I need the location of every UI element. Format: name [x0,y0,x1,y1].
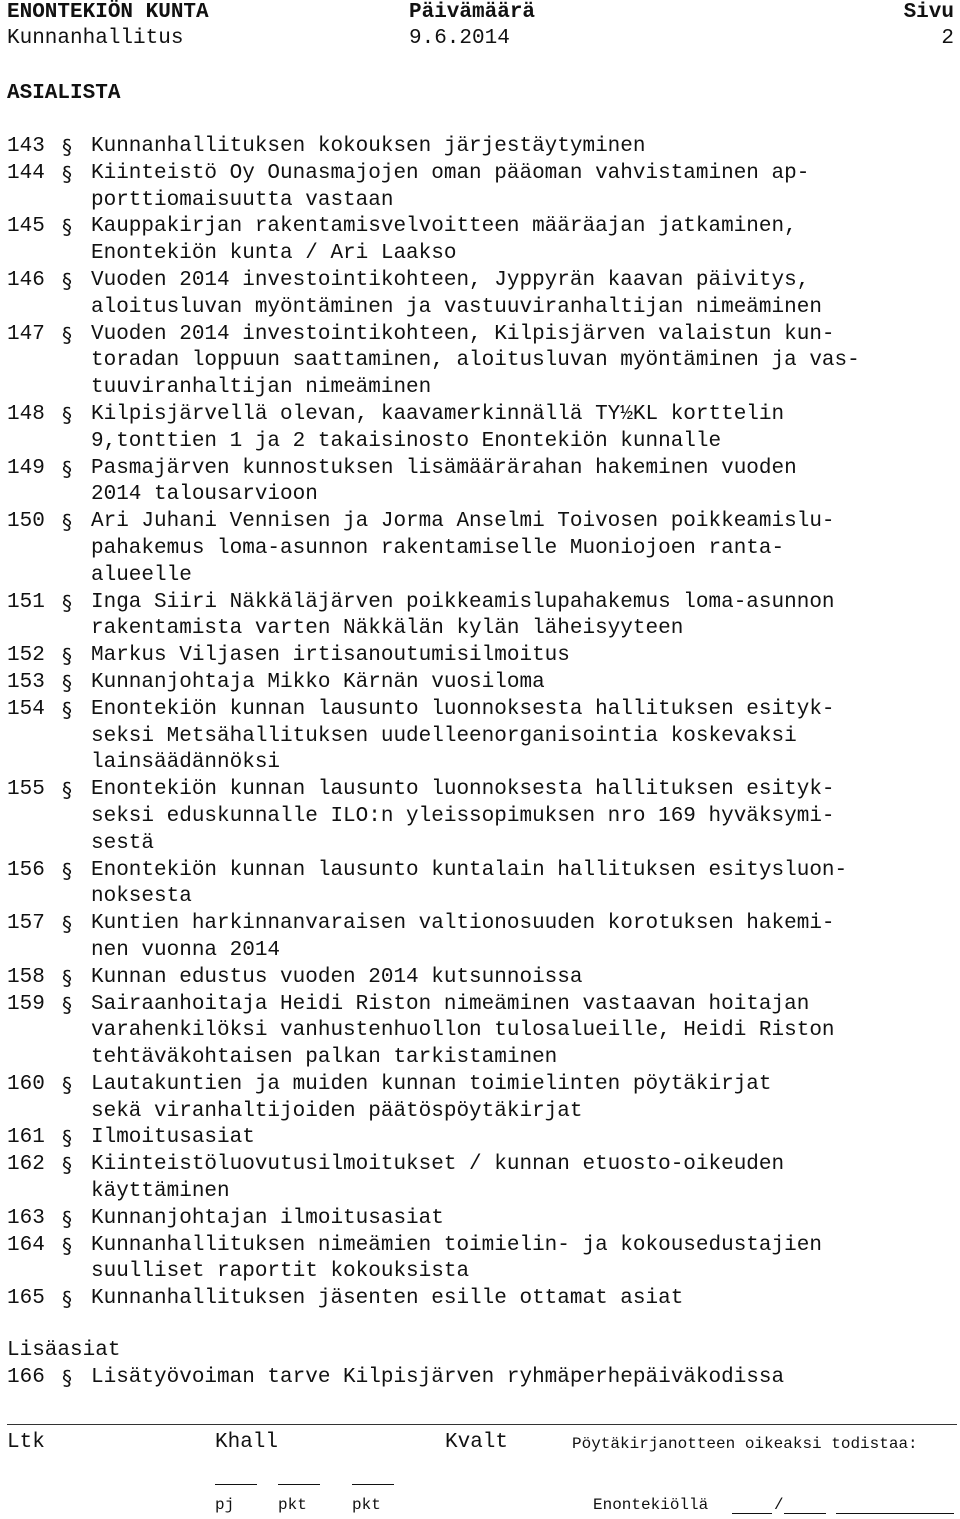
agenda-item-number: 156 [7,858,45,882]
additional-items-title: Lisäasiat [7,1339,121,1362]
section-sign-icon: § [62,510,72,535]
agenda-item-number: 144 [7,161,45,185]
agenda-item-title: Enontekiön kunnan lausunto luonnoksesta hallituksen esityk- seksi eduskunnalle ILO:n yleissopimuksen nro 169 hyväksymi- sestä [91,778,835,855]
agenda-item-number: 163 [7,1206,45,1230]
agenda-item-number: 145 [7,215,45,239]
agenda-item [7,911,952,965]
agenda-item-number: 154 [7,697,45,721]
agenda-item [7,1286,952,1313]
agenda-item-number: 147 [7,322,45,346]
agenda-item-title: Kunnanhallituksen kokouksen järjestäytyminen [91,135,646,158]
signature-blank-line [836,1513,954,1514]
agenda-item-title: Kunnanjohtajan ilmoitusasiat [91,1206,444,1230]
agenda-item-number: 161 [7,1126,45,1150]
agenda-item [7,1206,952,1233]
agenda-item-number: 152 [7,644,45,668]
section-sign-icon: § [62,697,72,722]
agenda-item-title: Sairaanhoitaja Heidi Riston nimeäminen vastaavan hoitajan varahenkilöksi vanhustenhuollon tulosalueille, Heidi Riston tehtäväkohtaisen palkan tarkistaminen [91,992,835,1070]
agenda-item-number: 153 [7,670,45,694]
section-sign-icon: § [62,965,72,990]
footer-date-slash: / [774,1496,784,1514]
agenda-item-number: 149 [7,456,45,480]
agenda-item [7,402,952,456]
agenda-item-title: Kilpisjärvellä olevan, kaavamerkinnällä TY½KL korttelin 9,tonttien 1 ja 2 takaisinosto Enontekiön kunnalle [91,402,785,453]
agenda-item [7,1072,952,1126]
agenda-item [7,777,952,857]
footer-certify-label: Pöytäkirjanotteen oikeaksi todistaa: [572,1435,918,1453]
agenda-item [7,1365,952,1392]
agenda-item-number: 162 [7,1153,45,1177]
section-sign-icon: § [62,1366,72,1390]
agenda-item-number: 164 [7,1233,45,1257]
agenda-item-title: Kunnanhallituksen jäsenten esille ottamat asiat [91,1287,684,1311]
section-sign-icon: § [62,1287,72,1312]
section-sign-icon: § [62,456,72,481]
section-sign-icon: § [62,1072,72,1097]
body-name: Kunnanhallitus [7,27,184,50]
agenda-item-title: Inga Siiri Näkkäläjärven poikkeamislupahakemus loma-asunnon rakentamista varten Näkkälän kylän läheisyyteen [91,590,835,641]
agenda-item-number: 157 [7,912,45,936]
agenda-item [7,268,952,322]
pj-blank-line [215,1484,257,1485]
day-blank-line [732,1513,772,1514]
additional-items-list [7,1365,952,1392]
month-blank-line [784,1513,826,1514]
agenda-item [7,509,952,589]
agenda-item-number: 158 [7,965,45,989]
section-sign-icon: § [62,268,72,293]
agenda-item-number: 151 [7,590,45,614]
pkt-blank-line-1 [278,1484,320,1485]
agenda-item [7,858,952,912]
agenda-item-title: Markus Viljasen irtisanoutumisilmoitus [91,644,570,668]
agenda-item-title: Kunnanjohtaja Mikko Kärnän vuosiloma [91,670,545,694]
agenda-item-title: Kauppakirjan rakentamisvelvoitteen määräajan jatkaminen, Enontekiön kunta / Ari Laakso [91,215,797,266]
section-sign-icon: § [62,215,72,240]
section-sign-icon: § [62,1206,72,1231]
organization-name: ENONTEKIÖN KUNTA [7,1,209,24]
agenda-item-title: Lisätyövoiman tarve Kilpisjärven ryhmäperhepäiväkodissa [91,1366,785,1389]
section-sign-icon: § [62,858,72,883]
agenda-item-title: Kuntien harkinnanvaraisen valtionosuuden korotuksen hakemi- nen vuonna 2014 [91,912,835,962]
agenda-item [7,670,952,697]
agenda-item-title: Pasmajärven kunnostuksen lisämäärärahan hakeminen vuoden 2014 talousarvioon [91,456,797,507]
agenda-item [7,214,952,268]
footer-pj: pj [215,1496,235,1514]
section-sign-icon: § [62,778,72,803]
agenda-item-number: 165 [7,1287,45,1311]
section-sign-icon: § [62,402,72,427]
agenda-item [7,134,952,161]
section-sign-icon: § [62,322,72,347]
footer-divider [7,1424,957,1425]
agenda-item [7,965,952,992]
agenda-item [7,161,952,215]
agenda-item-title: Kunnan edustus vuoden 2014 kutsunnoissa [91,965,583,989]
page-label: Sivu [903,1,954,24]
agenda-item [7,1233,952,1287]
agenda-item-title: Ilmoitusasiat [91,1126,255,1150]
agenda-item-number: 148 [7,402,45,426]
agenda-item [7,590,952,644]
section-sign-icon: § [62,912,72,937]
footer-place: Enontekiöllä [593,1496,709,1514]
agenda-item-number: 166 [7,1366,45,1389]
agenda-item [7,1125,952,1152]
agenda-item-title: Lautakuntien ja muiden kunnan toimielinten pöytäkirjat sekä viranhaltijoiden päätöspöytäkirjat [91,1072,772,1123]
agenda-item [7,1152,952,1206]
agenda-item-title: Kunnanhallituksen nimeämien toimielin- ja kokousedustajien suulliset raportit kokouksista [91,1233,822,1284]
section-sign-icon: § [62,670,72,695]
agenda-item-title: Enontekiön kunnan lausunto kuntalain hallituksen esitysluon- noksesta [91,858,848,909]
footer-ltk: Ltk [7,1431,45,1454]
agenda-item-number: 143 [7,135,45,158]
agenda-item [7,697,952,777]
section-sign-icon: § [62,135,72,159]
section-sign-icon: § [62,590,72,615]
section-sign-icon: § [62,644,72,669]
agenda-item-number: 160 [7,1072,45,1096]
agenda-item [7,992,952,1072]
agenda-item [7,643,952,670]
agenda-item-title: Vuoden 2014 investointikohteen, Kilpisjärven valaistun kun- toradan loppuun saattaminen, aloitusluvan myöntäminen ja vas- tuuviranhaltijan nimeäminen [91,322,860,400]
agenda-item-title: Kiinteistö Oy Ounasmajojen oman pääoman vahvistaminen ap- porttiomaisuutta vastaan [91,161,810,212]
agenda-list [7,134,952,1313]
date-value: 9.6.2014 [409,27,510,50]
section-sign-icon: § [62,1153,72,1178]
section-sign-icon: § [62,161,72,186]
agenda-item-title: Ari Juhani Vennisen ja Jorma Anselmi Toivosen poikkeamislu- pahakemus loma-asunnon rakentamiselle Muoniojoen ranta- alueelle [91,510,835,587]
pkt-blank-line-2 [352,1484,394,1485]
agenda-item-title: Enontekiön kunnan lausunto luonnoksesta hallituksen esityk- seksi Metsähallituksen uudelleenorganisointia koskevaksi lainsäädännöksi [91,697,835,775]
agenda-item-number: 150 [7,510,45,534]
agenda-item-title: Kiinteistöluovutusilmoitukset / kunnan etuosto-oikeuden käyttäminen [91,1153,785,1204]
section-sign-icon: § [62,1233,72,1258]
section-sign-icon: § [62,992,72,1017]
footer-khall: Khall [215,1431,279,1454]
agenda-item-number: 159 [7,992,45,1016]
agenda-item [7,322,952,402]
page-number: 2 [941,27,954,50]
section-title: ASIALISTA [7,82,121,105]
date-label: Päivämäärä [409,1,536,24]
agenda-item-number: 155 [7,778,45,802]
section-sign-icon: § [62,1126,72,1151]
footer-kvalt: Kvalt [445,1431,509,1454]
agenda-item-title: Vuoden 2014 investointikohteen, Jyppyrän kaavan päivitys, aloitusluvan myöntäminen ja vastuuviranhaltijan nimeäminen [91,268,822,319]
footer-pkt-1: pkt [278,1496,307,1514]
footer-pkt-2: pkt [352,1496,381,1514]
agenda-item-number: 146 [7,268,45,292]
agenda-item [7,456,952,510]
